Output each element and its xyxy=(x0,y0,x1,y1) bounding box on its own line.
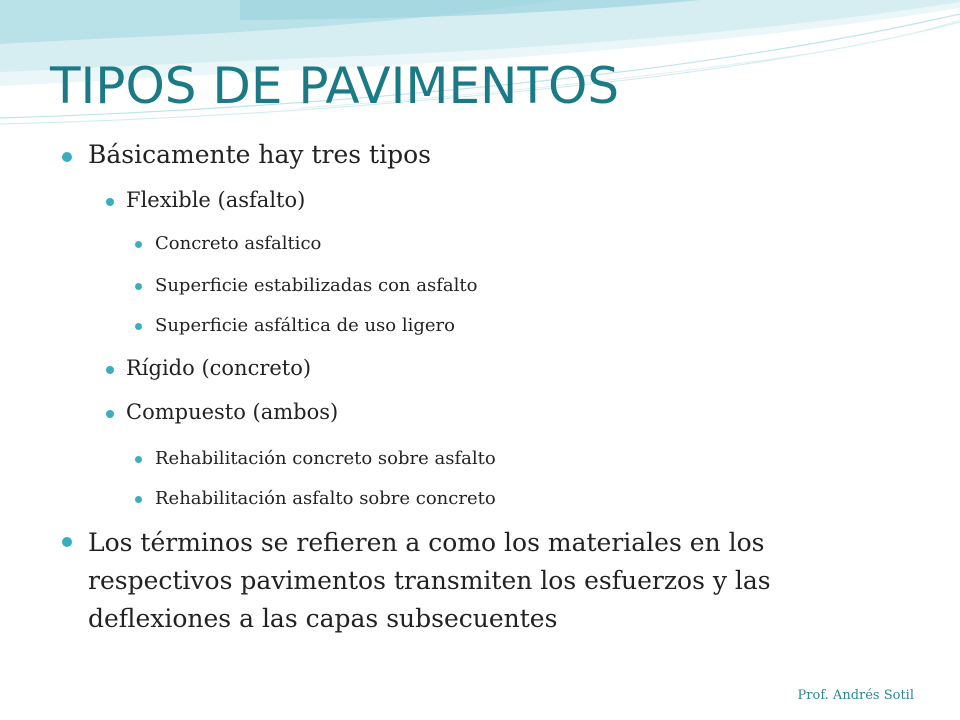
bullet-icon xyxy=(62,152,72,162)
bullet-level-2: Compuesto (ambos) xyxy=(126,400,339,424)
bullet-icon xyxy=(106,366,114,374)
bullet-icon xyxy=(135,456,142,463)
summary-paragraph: Los términos se refieren a como los materiales en los respectivos pavimentos transmiten los esfuerzos y las deflexiones a las capas subsecuentes xyxy=(88,528,771,633)
bullet-icon xyxy=(62,537,72,547)
bullet-icon xyxy=(135,496,142,503)
slide-title: TIPOS DE PAVIMENTOS xyxy=(50,57,620,115)
bullet-icon xyxy=(106,410,114,418)
bullet-icon xyxy=(106,198,114,206)
footer-author: Prof. Andrés Sotil xyxy=(797,688,914,703)
bullet-level-2: Flexible (asfalto) xyxy=(126,188,306,212)
bullet-level-3: Superficie estabilizadas con asfalto xyxy=(155,275,478,296)
bullet-level-2: Rígido (concreto) xyxy=(126,356,312,380)
bullet-level-1: Básicamente hay tres tipos xyxy=(88,140,431,169)
bullet-icon xyxy=(135,323,142,330)
bullet-level-3: Rehabilitación concreto sobre asfalto xyxy=(155,448,496,469)
bullet-level-3: Concreto asfaltico xyxy=(155,233,322,254)
bullet-icon xyxy=(135,241,142,248)
bullet-icon xyxy=(135,283,142,290)
bullet-level-3: Rehabilitación asfalto sobre concreto xyxy=(155,488,496,509)
bullet-level-3: Superficie asfáltica de uso ligero xyxy=(155,315,455,336)
